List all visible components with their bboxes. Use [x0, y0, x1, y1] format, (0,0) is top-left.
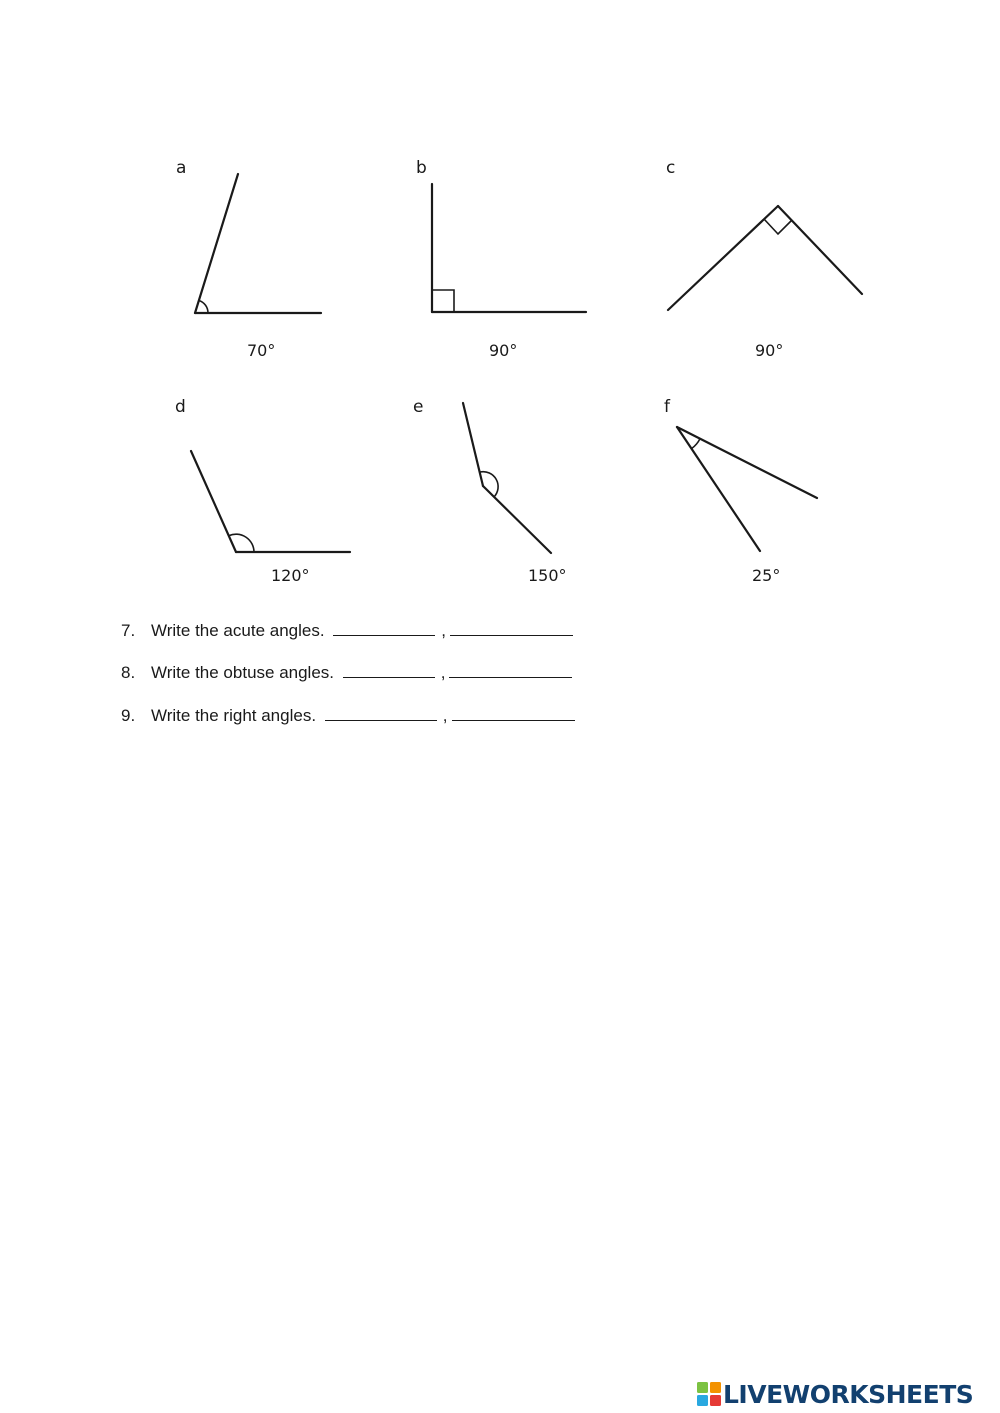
angle-letter-a: a [176, 158, 187, 178]
angle-measure-c: 90° [755, 341, 784, 360]
angle-measure-f: 25° [752, 566, 781, 585]
comma-separator: , [442, 706, 448, 725]
angle-letter-c: c [666, 158, 676, 178]
angle-a [176, 158, 321, 360]
logo-text: LIVEWORKSHEETS [723, 1379, 974, 1409]
question-9 [121, 705, 575, 726]
comma-separator: , [440, 663, 446, 682]
question-text: Write the right angles. [151, 706, 317, 725]
question-number: 8. [121, 663, 136, 682]
answer-blank-8a[interactable] [343, 662, 435, 678]
question-8 [121, 662, 572, 683]
angle-measure-d: 120° [271, 566, 310, 585]
question-text: Write the acute angles. [151, 621, 325, 640]
angle-letter-b: b [416, 158, 427, 178]
angle-f [664, 397, 817, 585]
angle-letter-f: f [664, 397, 670, 417]
angle-measure-e: 150° [528, 566, 567, 585]
angle-c [666, 158, 862, 360]
answer-blank-9b[interactable] [452, 705, 575, 721]
question-7 [121, 620, 573, 641]
liveworksheets-logo [697, 1378, 973, 1410]
angles-figure [0, 0, 1000, 600]
answer-blank-7b[interactable] [450, 620, 573, 636]
angle-measure-a: 70° [247, 341, 276, 360]
angle-letter-d: d [175, 397, 186, 417]
question-number: 7. [121, 621, 136, 640]
question-text: Write the obtuse angles. [151, 663, 335, 682]
angle-d [175, 397, 350, 585]
answer-blank-9a[interactable] [325, 705, 437, 721]
question-number: 9. [121, 706, 136, 725]
answer-blank-7a[interactable] [333, 620, 435, 636]
answer-blank-8b[interactable] [449, 662, 572, 678]
angle-letter-e: e [413, 397, 424, 417]
angle-e [413, 397, 567, 585]
angle-b [416, 158, 586, 360]
angle-measure-b: 90° [489, 341, 518, 360]
logo-mark-icon [697, 1382, 721, 1406]
comma-separator: , [441, 621, 447, 640]
